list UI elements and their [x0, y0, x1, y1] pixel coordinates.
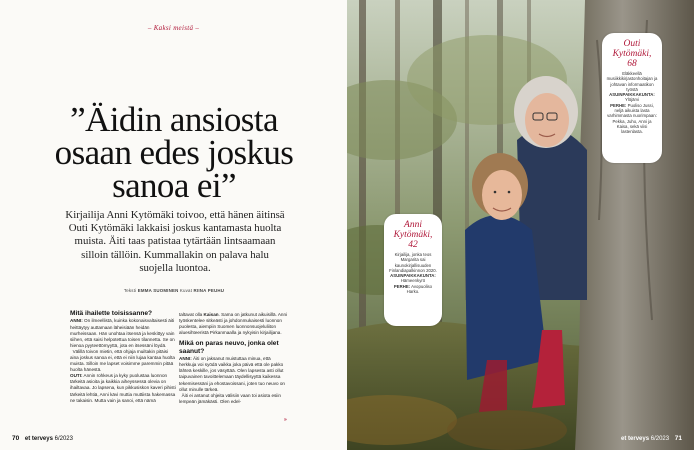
- speaker-label: OUTI:: [70, 373, 83, 379]
- info-bubble-anni: [384, 214, 442, 326]
- byline-author: EMMA SUOMINEN: [137, 288, 179, 293]
- lead-paragraph: Kirjailija Anni Kytömäki toivoo, että hänen äitinsä Outi Kytömäki lakkaisi joskus kantamasta huolta muista. Äiti taas patistaa tytärtään lintsaamaan silloin tällöin. Kummallakin on palava halu suojella luontoa.: [65, 209, 285, 274]
- speaker-label: ANNI:: [179, 356, 192, 362]
- residence-value: Ylöjärvi: [624, 97, 640, 103]
- magazine-name: et terveys: [24, 436, 53, 442]
- byline-text-label: Teksti: [123, 288, 137, 293]
- continue-mark: »: [284, 417, 287, 423]
- issue-number: 6/2023: [650, 436, 670, 442]
- person-occupation: Eläkkeellä musiikkikirjastonhoitajan ja johtavan informaatikon työstä: [606, 71, 658, 92]
- magazine-name: et terveys: [621, 436, 650, 442]
- question-heading: Mitä ihailette toisissanne?: [70, 310, 153, 317]
- person-name: Anni: [404, 220, 422, 230]
- answer-paragraph: [179, 356, 289, 393]
- answer-paragraph: [70, 318, 178, 348]
- folio-left: [12, 435, 73, 442]
- page-number: 71: [674, 435, 682, 442]
- speaker-label: ANNI:: [70, 318, 83, 324]
- byline-photographer: RIINA PEUHU: [193, 288, 225, 293]
- family-value: Puoliso Jussi, neljä aikuista lasta varhimmasta nuorimpaan: Pekka, Juho, Anni ja Kaisa, sekä viisi lastenlasta.: [607, 102, 657, 135]
- answer-paragraph: [179, 312, 289, 336]
- issue-number: 6/2023: [54, 436, 73, 442]
- person-age: 68: [627, 59, 637, 69]
- answer-text: On ilmeellistä, kuinka kokonaisvaltaisesti äiti heittäytyy auttamaan läheisiään heidän murheissaan. Hän unohtaa itsensä ja keskittyy vain siihen, että saisi helpotettua toisen tilannetta. Se on hienoa pyyteettömyyttä, jota en itsessäni löydä.: [70, 318, 175, 348]
- residence-label: ASUINPAIKKAKUNTA:: [609, 92, 655, 98]
- headline-line: osaan edes joskus: [54, 133, 294, 172]
- answer-text: Välillä toivon mietin, että ohjaja muiltakin pitäisi aina joskus sanoa ei, että ei niin lujaa kantaa huolta muista. Silloin me lapset voisimme paremmin pitää huolta hänestä.: [70, 348, 175, 373]
- person-name: Outi: [623, 39, 641, 49]
- name-highlight: Kaisan: [203, 312, 219, 317]
- question-heading: Mikä on paras neuvo, jonka olet saanut?: [179, 340, 279, 355]
- body-column-1: [70, 310, 178, 404]
- person-occupation: Kirjailija, jonka teos Margarita sai kaunokirjallisuuden Finlandiapalkinnon 2020.: [389, 252, 437, 273]
- headline-line: sanoa ei”: [112, 166, 236, 205]
- answer-paragraph: [70, 373, 178, 403]
- answer-text: Äiti ei antanut ohjeita välisiin vaan toi asiota esiin lempeän jämäkästi. Olen edel-: [179, 392, 281, 404]
- family-label: PERHE:: [393, 283, 411, 289]
- family-value: Avopuoliso Harko.: [406, 283, 433, 295]
- person-age: 42: [408, 240, 418, 250]
- byline: [40, 288, 308, 293]
- person-surname: Kytömäki,: [393, 230, 433, 240]
- info-bubble-outi: [602, 33, 662, 163]
- answer-text: Annin rohkeus ja kyky puolustaa luonnon tärkeitä asioita ja kaikkia aiheyssessä olevia on ihailtavaa. Jo lapsena, kun pikkusiskon kaveri pihisti tärkeitä lehtiä, Anni kävi muttia muttiista hakemassa ne takaisin. Mutta vain ja sanoi, että nämä: [70, 373, 176, 403]
- answer-paragraph: [179, 393, 289, 405]
- residence-value: Hämeenkyrö: [400, 278, 426, 284]
- person-surname: Kytömäki,: [612, 49, 652, 59]
- byline-photo-label: Kuvat: [179, 288, 193, 293]
- section-label: – Kaksi meistä –: [147, 24, 200, 32]
- answer-text: . Sama on jatkunut aikuisillä. Anni työskentelee sitkeästi ja johdonmukaisesti luonnon puolesta, aiempiin Suomen luonnonsuojeluliiton aluesihteeristä Pirkanmaalla ja nykyisin kirjailijana.: [179, 312, 288, 336]
- page-number: 70: [12, 435, 20, 442]
- residence-label: ASUINPAIKKAKUNTA:: [390, 273, 436, 279]
- right-page: [347, 0, 694, 450]
- headline-line: ”Äidin ansiosta: [70, 100, 278, 139]
- answer-text: taltavat olla: [179, 312, 203, 317]
- headline: [38, 100, 310, 205]
- answer-text: Äiti on jaksanut muistuttaa minua, että herkkuja voi syödä vaikka joka päivä että ole pakko lähteä keskille, jos väsyttää. Olen lapsesta asti ollut taipuvainen tavoittelemaan täydellisyyttä kaikessa tekemisessäni ja ehostavoissani, joten tuo neuvo on ollut minulle tärkeä.: [179, 356, 285, 392]
- body-column-2: [179, 312, 289, 405]
- folio-right: [621, 435, 682, 442]
- answer-paragraph: [70, 349, 178, 373]
- family-label: PERHE:: [610, 102, 627, 108]
